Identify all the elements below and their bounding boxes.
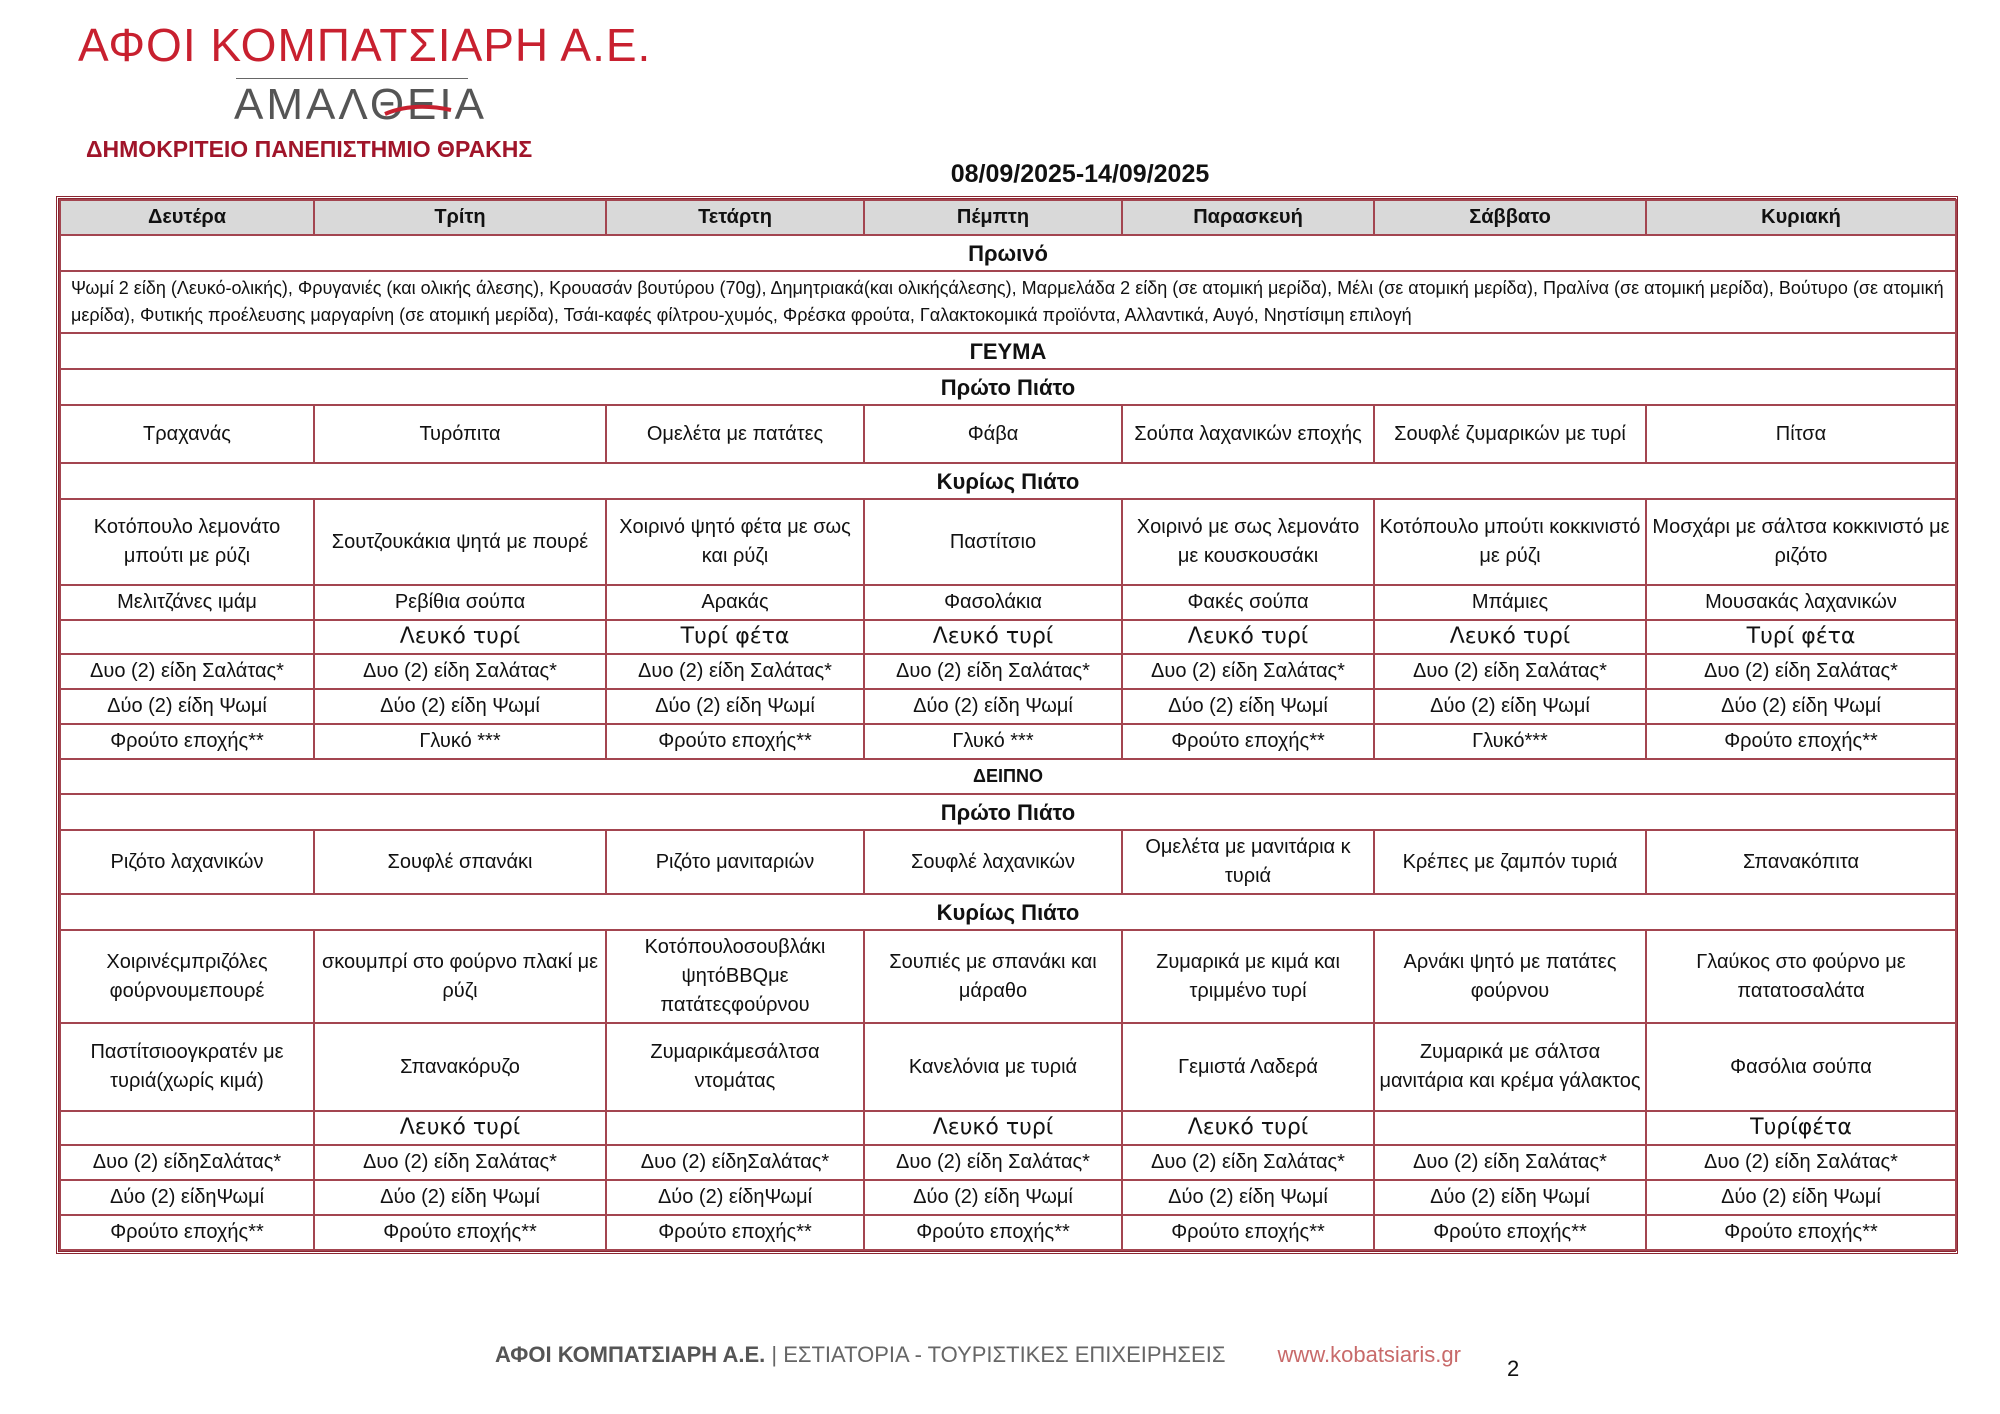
menu-cell: Λευκό τυρί [864, 620, 1122, 654]
menu-cell: Γλυκό *** [314, 724, 606, 759]
menu-cell [1374, 1111, 1646, 1145]
menu-cell: Σουφλέ σπανάκι [314, 830, 606, 894]
lunch-main-course-title: Κυρίως Πιάτο [60, 463, 1956, 499]
day-header: Τετάρτη [606, 200, 864, 235]
menu-cell: Δυο (2) είδη Σαλάτας* [60, 654, 314, 689]
menu-cell: Σουτζουκάκια ψητά με πουρέ [314, 499, 606, 585]
lunch-main-title-row [60, 463, 1956, 499]
lunch-first-title-row [60, 369, 1956, 405]
footer [495, 1342, 1461, 1368]
menu-cell: Κοτόπουλοσουβλάκι ψητόBBQμε πατάτεςφούρνου [606, 930, 864, 1023]
menu-cell: Δυο (2) είδη Σαλάτας* [1122, 654, 1374, 689]
dinner-dessert-row [60, 1215, 1956, 1250]
dinner-first-course-title: Πρώτο Πιάτο [60, 794, 1956, 830]
menu-cell: Δύο (2) είδη Ψωμί [864, 689, 1122, 724]
menu-cell: Δυο (2) είδηΣαλάτας* [60, 1145, 314, 1180]
footer-website: www.kobatsiaris.gr [1277, 1342, 1461, 1367]
days-header-row [60, 200, 1956, 235]
dinner-main-title-row [60, 894, 1956, 930]
menu-cell: Λευκό τυρί [864, 1111, 1122, 1145]
week-dates-text: 08/09/2025-14/09/2025 [950, 160, 1210, 188]
menu-cell: Δυο (2) είδη Σαλάτας* [1374, 654, 1646, 689]
menu-cell: Παστίτσιοογκρατέν με τυριά(χωρίς κιμά) [60, 1023, 314, 1111]
menu-cell: Τυρί φέτα [606, 620, 864, 654]
menu-cell: Δυο (2) είδη Σαλάτας* [1646, 1145, 1956, 1180]
menu-cell: Γλαύκος στο φούρνο με πατατοσαλάτα [1646, 930, 1956, 1023]
day-header: Κυριακή [1646, 200, 1956, 235]
lunch-bread-row [60, 689, 1956, 724]
menu-cell [60, 620, 314, 654]
menu-cell: Χοιρινό ψητό φέτα με σως και ρύζι [606, 499, 864, 585]
menu-cell: Μελιτζάνες ιμάμ [60, 585, 314, 620]
dinner-title-row [60, 759, 1956, 794]
menu-cell: σκουμπρί στο φούρνο πλακί με ρύζι [314, 930, 606, 1023]
logo-divider [236, 78, 468, 79]
menu-cell [606, 1111, 864, 1145]
breakfast-title-row [60, 235, 1956, 271]
menu-cell: Φρούτο εποχής** [1374, 1215, 1646, 1250]
menu-cell: Φρούτο εποχής** [606, 1215, 864, 1250]
menu-cell: Σουπιές με σπανάκι και μάραθο [864, 930, 1122, 1023]
menu-cell: Λευκό τυρί [1122, 620, 1374, 654]
menu-cell: Τυρόπιτα [314, 405, 606, 463]
menu-cell: Δυο (2) είδη Σαλάτας* [314, 1145, 606, 1180]
menu-cell: Ζυμαρικάμεσάλτσα ντομάτας [606, 1023, 864, 1111]
menu-cell: Δυο (2) είδη Σαλάτας* [1122, 1145, 1374, 1180]
menu-cell: Φρούτο εποχής** [1646, 724, 1956, 759]
footer-tagline: | ΕΣΤΙΑΤΟΡΙΑ - ΤΟΥΡΙΣΤΙΚΕΣ ΕΠΙΧΕΙΡΗΣΕΙΣ [771, 1342, 1226, 1367]
menu-cell: Σπανακόρυζο [314, 1023, 606, 1111]
menu-cell: Δύο (2) είδη Ψωμί [314, 1180, 606, 1215]
menu-cell: Κρέπες με ζαμπόν τυριά [1374, 830, 1646, 894]
menu-cell: Δύο (2) είδη Ψωμί [1646, 1180, 1956, 1215]
lunch-first-row [60, 405, 1956, 463]
menu-cell: Σουφλέ λαχανικών [864, 830, 1122, 894]
menu-cell: Κοτόπουλο μπούτι κοκκινιστό με ρύζι [1374, 499, 1646, 585]
menu-cell: Δυο (2) είδη Σαλάτας* [1646, 654, 1956, 689]
lunch-first-course-title: Πρώτο Πιάτο [60, 369, 1956, 405]
menu-cell: Δυο (2) είδη Σαλάτας* [314, 654, 606, 689]
footer-company: ΑΦΟΙ ΚΟΜΠΑΤΣΙΑΡΗ Α.Ε. [495, 1342, 766, 1367]
day-header: Δευτέρα [60, 200, 314, 235]
menu-cell: Λευκό τυρί [1122, 1111, 1374, 1145]
menu-cell: Δυο (2) είδηΣαλάτας* [606, 1145, 864, 1180]
lunch-title: ΓΕΥΜΑ [60, 333, 1956, 369]
dinner-title: ΔΕΙΠΝΟ [60, 759, 1956, 794]
menu-table [59, 199, 1957, 1251]
company-logo-text: ΑΦΟΙ ΚΟΜΠΑΤΣΙΑΡΗ Α.Ε. [78, 19, 652, 71]
menu-cell: Φάβα [864, 405, 1122, 463]
menu-cell: Φασολάκια [864, 585, 1122, 620]
menu-cell: Δυο (2) είδη Σαλάτας* [606, 654, 864, 689]
menu-cell: Γλυκό*** [1374, 724, 1646, 759]
menu-cell: Δύο (2) είδηΨωμί [60, 1180, 314, 1215]
menu-cell: Φρούτο εποχής** [1122, 1215, 1374, 1250]
menu-cell: Δύο (2) είδη Ψωμί [60, 689, 314, 724]
breakfast-description: Ψωμί 2 είδη (Λευκό-ολικής), Φρυγανιές (και ολικής άλεσης), Κρουασάν βουτύρου (70g), Δημητριακά(και ολικήςάλεσης), Μαρμελάδα 2 είδη (σε ατομική μερίδα), Μέλι (σε ατομική μερίδα), Πραλίνα (σε ατομική μερίδα), Βούτυρο (σε ατομική μερίδα), Φυτικής προέλευσης μαργαρίνη (σε ατομική μερίδα), Τσάι-καφές φίλτρου-χυμός, Φρέσκα φρούτα, Γαλακτοκομικά προϊόντα, Αλλαντικά, Αυγό, Νηστίσιμη επιλογή [60, 271, 1956, 333]
dinner-alt-row [60, 1023, 1956, 1111]
menu-cell: Μουσακάς λαχανικών [1646, 585, 1956, 620]
menu-cell: Λευκό τυρί [1374, 620, 1646, 654]
menu-cell: Γλυκό *** [864, 724, 1122, 759]
menu-cell: Ζυμαρικά με κιμά και τριμμένο τυρί [1122, 930, 1374, 1023]
menu-cell: Πίτσα [1646, 405, 1956, 463]
week-dates [0, 160, 2000, 189]
menu-cell: Κανελόνια με τυριά [864, 1023, 1122, 1111]
breakfast-title: Πρωινό [60, 235, 1956, 271]
menu-cell: Ζυμαρικά με σάλτσα μανιτάρια και κρέμα γάλακτος [1374, 1023, 1646, 1111]
day-header: Πέμπτη [864, 200, 1122, 235]
menu-cell: Αρακάς [606, 585, 864, 620]
day-header: Σάββατο [1374, 200, 1646, 235]
menu-cell: Φρούτο εποχής** [314, 1215, 606, 1250]
lunch-main-row [60, 499, 1956, 585]
lunch-dessert-row [60, 724, 1956, 759]
logo-swoosh-icon [383, 104, 453, 118]
lunch-alt-row [60, 585, 1956, 620]
menu-cell: Δύο (2) είδηΨωμί [606, 1180, 864, 1215]
menu-cell: Ριζότο μανιταριών [606, 830, 864, 894]
menu-cell: Δύο (2) είδη Ψωμί [314, 689, 606, 724]
university-title: ΔΗΜΟΚΡΙΤΕΙΟ ΠΑΝΕΠΙΣΤΗΜΙΟ ΘΡΑΚΗΣ [86, 136, 533, 162]
menu-cell: Παστίτσιο [864, 499, 1122, 585]
menu-cell: Φρούτο εποχής** [1122, 724, 1374, 759]
menu-cell: Τραχανάς [60, 405, 314, 463]
menu-cell: Μπάμιες [1374, 585, 1646, 620]
menu-cell: Δυο (2) είδη Σαλάτας* [864, 654, 1122, 689]
menu-cell: Δύο (2) είδη Ψωμί [1122, 1180, 1374, 1215]
menu-cell: Δύο (2) είδη Ψωμί [606, 689, 864, 724]
menu-cell: Δύο (2) είδη Ψωμί [1122, 689, 1374, 724]
menu-cell: Ριζότο λαχανικών [60, 830, 314, 894]
menu-cell: Κοτόπουλο λεμονάτο μπούτι με ρύζι [60, 499, 314, 585]
menu-cell: Χοιρινέςμπριζόλες φούρνουμεπουρέ [60, 930, 314, 1023]
menu-cell [60, 1111, 314, 1145]
menu-cell: Ομελέτα με μανιτάρια κ τυριά [1122, 830, 1374, 894]
menu-cell: Μοσχάρι με σάλτσα κοκκινιστό με ριζότο [1646, 499, 1956, 585]
page-number: 2 [1507, 1356, 1520, 1381]
dinner-salad-row [60, 1145, 1956, 1180]
lunch-salad-row [60, 654, 1956, 689]
menu-cell: Σπανακόπιτα [1646, 830, 1956, 894]
menu-cell: Φακές σούπα [1122, 585, 1374, 620]
menu-cell: Ρεβίθια σούπα [314, 585, 606, 620]
dinner-first-row [60, 830, 1956, 894]
dinner-cheese-row [60, 1111, 1956, 1145]
menu-cell: Φρούτο εποχής** [60, 724, 314, 759]
day-header: Παρασκευή [1122, 200, 1374, 235]
menu-cell: Δυο (2) είδη Σαλάτας* [1374, 1145, 1646, 1180]
menu-cell: Λευκό τυρί [314, 1111, 606, 1145]
menu-cell: Φρούτο εποχής** [1646, 1215, 1956, 1250]
menu-cell: Χοιρινό με σως λεμονάτο με κουσκουσάκι [1122, 499, 1374, 585]
menu-cell: Τυρί φέτα [1646, 620, 1956, 654]
menu-cell: Φασόλια σούπα [1646, 1023, 1956, 1111]
menu-cell: Δύο (2) είδη Ψωμί [864, 1180, 1122, 1215]
menu-cell: Αρνάκι ψητό με πατάτες φούρνου [1374, 930, 1646, 1023]
dinner-main-row [60, 930, 1956, 1023]
menu-cell: Δύο (2) είδη Ψωμί [1646, 689, 1956, 724]
menu-cell: Σουφλέ ζυμαρικών με τυρί [1374, 405, 1646, 463]
menu-cell: Δύο (2) είδη Ψωμί [1374, 1180, 1646, 1215]
menu-cell: Φρούτο εποχής** [864, 1215, 1122, 1250]
menu-cell: Δύο (2) είδη Ψωμί [1374, 689, 1646, 724]
menu-table-wrapper [56, 196, 1958, 1254]
dinner-first-title-row [60, 794, 1956, 830]
breakfast-row [60, 271, 1956, 333]
dinner-bread-row [60, 1180, 1956, 1215]
dinner-main-course-title: Κυρίως Πιάτο [60, 894, 1956, 930]
menu-cell: Φρούτο εποχής** [606, 724, 864, 759]
menu-cell: Δυο (2) είδη Σαλάτας* [864, 1145, 1122, 1180]
lunch-title-row [60, 333, 1956, 369]
menu-cell: Σούπα λαχανικών εποχής [1122, 405, 1374, 463]
lunch-cheese-row [60, 620, 1956, 654]
menu-cell: Φρούτο εποχής** [60, 1215, 314, 1250]
menu-cell: Ομελέτα με πατάτες [606, 405, 864, 463]
menu-cell: Τυρίφέτα [1646, 1111, 1956, 1145]
menu-cell: Λευκό τυρί [314, 620, 606, 654]
menu-cell: Γεμιστά Λαδερά [1122, 1023, 1374, 1111]
brand-logo-text: ΑΜΑΛΘΕΙΑ [234, 80, 487, 129]
day-header: Τρίτη [314, 200, 606, 235]
